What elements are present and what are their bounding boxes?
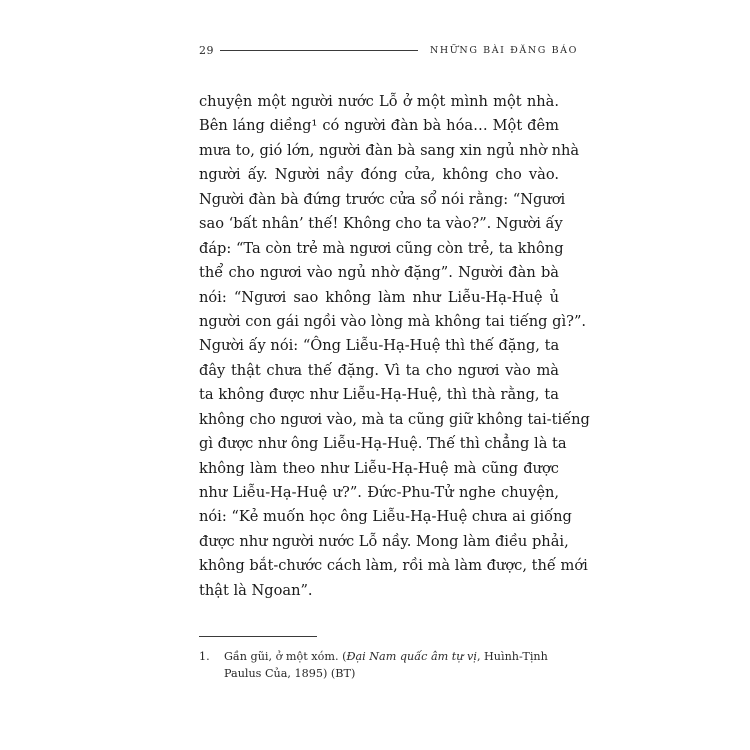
footnote-line [224, 648, 564, 665]
footnote-line: Paulus Của, 1895) (BT) [224, 667, 356, 680]
body-line: đáp: “Ta còn trẻ mà ngươi cũng còn trẻ, ta không [199, 239, 564, 257]
body-text [199, 90, 590, 603]
body-line: Người ấy nói: “Ông Liễu-Hạ-Huệ thì thế đặng, ta [199, 337, 560, 355]
body-line: được như người nước Lỗ nầy. Mong làm điều phải, [199, 532, 569, 550]
body-line: nói: “Ngươi sao không làm như Liễu-Hạ-Huệ ủ [199, 288, 559, 306]
footnote-marker: 1. [199, 650, 210, 663]
body-line: ta không được như Liễu-Hạ-Huệ, thì thà rằng, ta [199, 386, 559, 404]
footnote-text [224, 648, 564, 682]
body-line: không làm theo như Liễu-Hạ-Huệ mà cũng được [199, 459, 559, 477]
footnote-source-title: Đại Nam quấc âm tự vị [346, 650, 477, 663]
body-line: sao ‘bất nhân’ thế! Không cho ta vào?”. Người ấy [199, 215, 563, 233]
header-rule [220, 50, 418, 51]
body-line: nói: “Kẻ muốn học ông Liễu-Hạ-Huệ chưa ai giống [199, 508, 572, 526]
body-line: thể cho ngươi vào ngủ nhờ đặng”. Người đàn bà [199, 264, 559, 282]
body-line: Bên láng diềng¹ có người đàn bà hóa… Một đêm [199, 117, 559, 135]
footnote-prefix: Gần gũi, ở một xóm. ( [224, 650, 347, 663]
page-number: 29 [199, 43, 214, 57]
running-title: NHỮNG BÀI ĐĂNG BÁO [430, 44, 579, 56]
body-line: thật là Ngoan”. [199, 581, 313, 599]
body-line: người con gái ngồi vào lòng mà không tai tiếng gì?”. [199, 312, 587, 330]
footnote-suffix: , Huình-Tịnh [476, 650, 548, 663]
footnote [199, 648, 564, 682]
page-header [199, 40, 579, 60]
body-line: người ấy. Người nầy đóng cửa, không cho vào. [199, 166, 559, 184]
body-line: gì được như ông Liễu-Hạ-Huệ. Thế thì chẳng là ta [199, 435, 567, 453]
body-line: không cho ngươi vào, mà ta cũng giữ không tai-tiếng [199, 410, 590, 428]
body-line: không bắt-chước cách làm, rồi mà làm được, thế mới [199, 557, 588, 575]
body-line: Người đàn bà đứng trước cửa sổ nói rằng: “Ngươi [199, 190, 566, 208]
body-line: như Liễu-Hạ-Huệ ư?”. Đức-Phu-Tử nghe chuyện, [199, 484, 559, 501]
body-line: chuyện một người nước Lỗ ở một mình một nhà. [199, 93, 559, 110]
body-line: đây thật chưa thế đặng. Vì ta cho ngươi vào mà [199, 361, 559, 379]
footnote-rule [199, 636, 317, 637]
body-line: mưa to, gió lớn, người đàn bà sang xin ngủ nhờ nhà [199, 141, 580, 159]
